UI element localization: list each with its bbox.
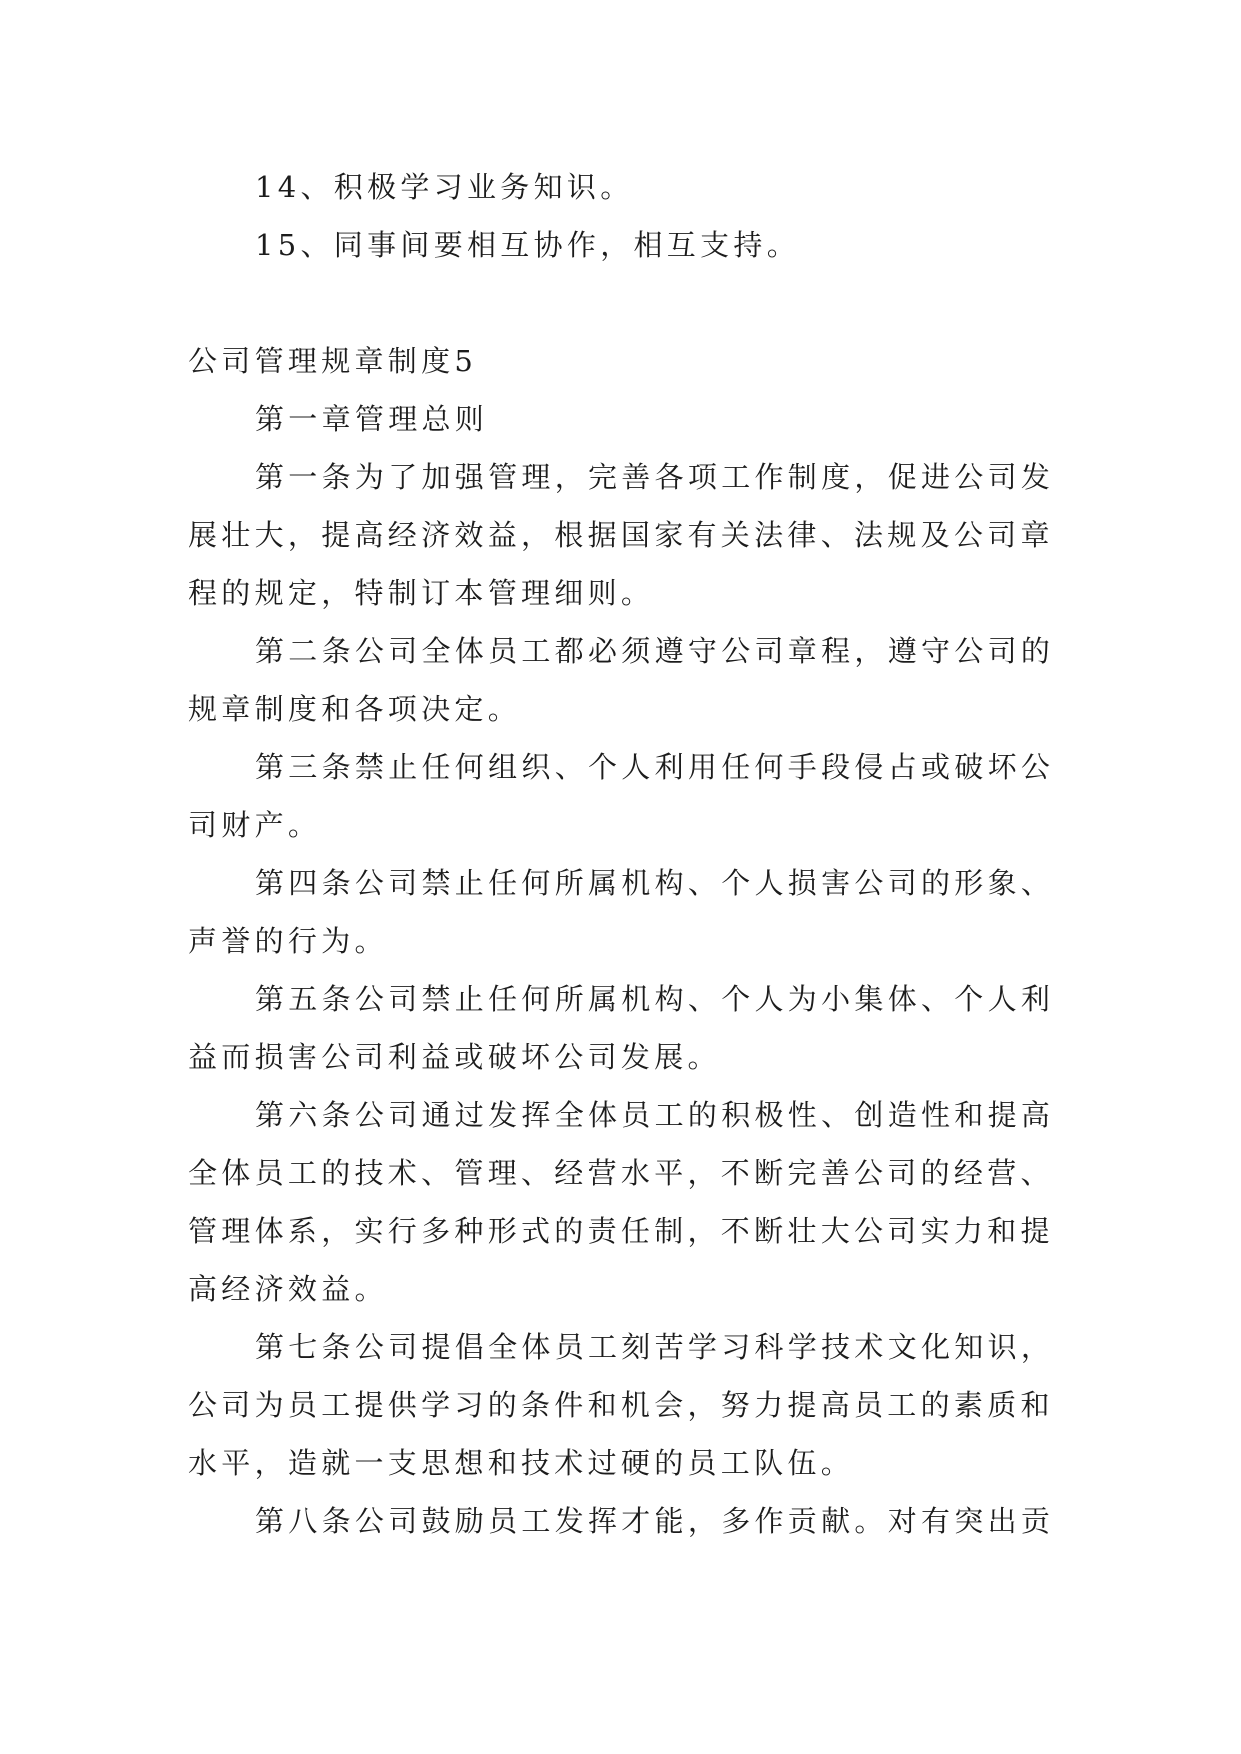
article-4 bbox=[188, 854, 1088, 970]
article-line: 展壮大，提高经济效益，根据国家有关法律、法规及公司章 bbox=[188, 518, 1054, 552]
article-line: 水平，造就一支思想和技术过硬的员工队伍。 bbox=[188, 1446, 855, 1480]
article-line: 全体员工的技术、管理、经营水平，不断完善公司的经营、 bbox=[188, 1156, 1054, 1190]
article-line: 司财产。 bbox=[188, 808, 322, 842]
article-line: 规章制度和各项决定。 bbox=[188, 692, 522, 726]
article-3 bbox=[188, 738, 1088, 854]
article-line: 第六条公司通过发挥全体员工的积极性、创造性和提高 bbox=[255, 1098, 1055, 1132]
article-line: 声誉的行为。 bbox=[188, 924, 388, 958]
article-5 bbox=[188, 970, 1088, 1086]
article-line: 第四条公司禁止任何所属机构、个人损害公司的形象、 bbox=[255, 866, 1055, 900]
article-line: 第二条公司全体员工都必须遵守公司章程，遵守公司的 bbox=[255, 634, 1055, 668]
article-line: 高经济效益。 bbox=[188, 1272, 388, 1306]
article-2 bbox=[188, 622, 1088, 738]
chapter-title: 第一章管理总则 bbox=[255, 402, 489, 436]
article-line: 公司为员工提供学习的条件和机会，努力提高员工的素质和 bbox=[188, 1388, 1054, 1422]
article-line: 第七条公司提倡全体员工刻苦学习科学技术文化知识， bbox=[255, 1330, 1055, 1364]
article-line: 益而损害公司利益或破坏公司发展。 bbox=[188, 1040, 721, 1074]
article-1 bbox=[188, 448, 1088, 622]
section-title: 公司管理规章制度5 bbox=[188, 344, 478, 378]
document-body bbox=[188, 158, 1088, 1550]
article-8 bbox=[188, 1492, 1088, 1550]
article-line: 第三条禁止任何组织、个人利用任何手段侵占或破坏公 bbox=[255, 750, 1055, 784]
article-line: 第八条公司鼓励员工发挥才能，多作贡献。对有突出贡 bbox=[255, 1504, 1055, 1538]
list-item-15: 15、同事间要相互协作，相互支持。 bbox=[255, 228, 801, 262]
list-item-14: 14、积极学习业务知识。 bbox=[255, 170, 634, 204]
blank-line bbox=[188, 274, 1088, 332]
article-7 bbox=[188, 1318, 1088, 1492]
article-line: 程的规定，特制订本管理细则。 bbox=[188, 576, 655, 610]
article-line: 第五条公司禁止任何所属机构、个人为小集体、个人利 bbox=[255, 982, 1055, 1016]
article-6 bbox=[188, 1086, 1088, 1318]
article-line: 第一条为了加强管理，完善各项工作制度，促进公司发 bbox=[255, 460, 1055, 494]
article-line: 管理体系，实行多种形式的责任制，不断壮大公司实力和提 bbox=[188, 1214, 1054, 1248]
